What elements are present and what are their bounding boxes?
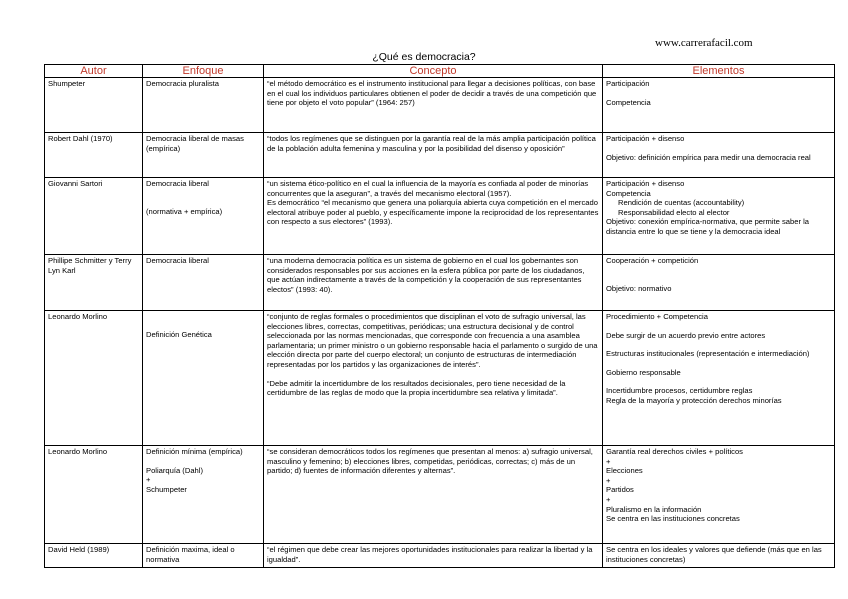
- elemento: Incertidumbre procesos, certidumbre reglas: [606, 386, 753, 396]
- elemento: Procedimiento + Competencia: [606, 312, 708, 321]
- cell-enfoque: [143, 446, 264, 544]
- cell-concepto: “se consideran democráticos todos los regímenes que presentan al menos: a) sufragio universal, masculino y femenino; b) elecciones libres, competidas, periódicas, correctas; c) más de un partido; d) fuentes de información diferentes y alternas”.: [264, 446, 603, 544]
- cell-enfoque: [143, 311, 264, 446]
- democracy-table: [44, 64, 835, 568]
- elemento: Se centra en las instituciones concretas: [606, 514, 740, 524]
- elemento: +: [606, 475, 611, 485]
- cell-elementos: Se centra en los ideales y valores que defiende (más que en las instituciones concretas): [603, 544, 835, 568]
- elemento: Competencia: [606, 188, 651, 198]
- page-title: ¿Qué es democracia?: [372, 51, 476, 63]
- cell-enfoque: [143, 178, 264, 255]
- cell-elementos: [603, 78, 835, 133]
- elemento: Responsabilidad electo al elector: [618, 207, 730, 217]
- cell-autor: David Held (1989): [45, 544, 143, 568]
- enfoque-line: Democracia liberal: [146, 179, 209, 188]
- table-row: [45, 133, 835, 178]
- elemento: Pluralismo en la información: [606, 504, 702, 514]
- header-elementos: Elementos: [603, 65, 835, 78]
- cell-autor: Shumpeter: [45, 78, 143, 133]
- header-autor: Autor: [45, 65, 143, 78]
- table-row: [45, 178, 835, 255]
- header-enfoque: Enfoque: [143, 65, 264, 78]
- cell-autor: Robert Dahl (1970): [45, 133, 143, 178]
- elemento: +: [606, 494, 611, 504]
- elemento: Debe surgir de un acuerdo previo entre actores: [606, 330, 766, 340]
- table-row: [45, 78, 835, 133]
- elemento: Participación + disenso: [606, 179, 685, 188]
- elemento: Partidos: [606, 485, 634, 495]
- header-row: [45, 65, 835, 78]
- cell-enfoque: Democracia liberal de masas (empírica): [143, 133, 264, 178]
- cell-concepto: “el método democrático es el instrumento institucional para llegar a decisiones políticas, con base en el cual los individuos particulares obtienen el poder de decidir a través de una competición que tiene por objeto el voto popular” (1964: 257): [264, 78, 603, 133]
- cell-elementos: [603, 255, 835, 311]
- table-row: [45, 311, 835, 446]
- table-row: [45, 544, 835, 568]
- enfoque-line: +: [146, 475, 151, 485]
- table-row: [45, 255, 835, 311]
- cell-autor: Phillipe Schmitter y Terry Lyn Karl: [45, 255, 143, 311]
- cell-elementos: [603, 446, 835, 544]
- elemento: Estructuras institucionales (representación e intermediación): [606, 349, 810, 359]
- cell-concepto: “una moderna democracia política es un sistema de gobierno en el cual los gobernantes son considerados responsables por sus acciones en la esfera pública por parte de los ciudadanos, que actúan indirectamente a través de la competición y la cooperación de sus representantes electos” (1993: 40).: [264, 255, 603, 311]
- enfoque-line: Definición Genética: [146, 330, 212, 339]
- cell-elementos: [603, 311, 835, 446]
- cell-elementos: [603, 178, 835, 255]
- enfoque-line: Definición mínima (empírica): [146, 447, 243, 456]
- elemento: Regla de la mayoría y protección derechos minorías: [606, 395, 782, 405]
- elemento: Garantía real derechos civiles + políticos: [606, 447, 743, 456]
- concepto-paragraph: “Debe admitir la incertidumbre de los resultados decisionales, pero tiene necesidad de la certidumbre de las reglas de modo que la propia incertidumbre sea relativa y limitada”.: [267, 378, 566, 398]
- cell-concepto: [264, 311, 603, 446]
- elemento: Elecciones: [606, 466, 643, 476]
- cell-autor: Leonardo Morlino: [45, 311, 143, 446]
- cell-enfoque: Democracia pluralista: [143, 78, 264, 133]
- elemento: Participación: [606, 79, 650, 88]
- concepto-paragraph: “un sistema ético-político en el cual la influencia de la mayoría es confiada al poder de minorías concurrentes que la aseguran”, a través del mecanismo electoral (1957).: [267, 179, 589, 198]
- cell-concepto: “todos los regímenes que se distinguen por la garantía real de la más amplia participación política de la población adulta femenina y masculina y por la posibilidad del disenso y oposición”: [264, 133, 603, 178]
- cell-enfoque: Democracia liberal: [143, 255, 264, 311]
- site-url: www.carrerafacil.com: [655, 37, 753, 49]
- cell-enfoque: Definición maxima, ideal o normativa: [143, 544, 264, 568]
- cell-concepto: “el régimen que debe crear las mejores oportunidades institucionales para realizar la libertad y la igualdad”.: [264, 544, 603, 568]
- elemento: Competencia: [606, 97, 651, 107]
- elemento: +: [606, 456, 611, 466]
- cell-autor: Leonardo Morlino: [45, 446, 143, 544]
- elemento: Participación + disenso: [606, 134, 685, 143]
- elemento: Gobierno responsable: [606, 367, 681, 377]
- enfoque-line: Schumpeter: [146, 484, 187, 494]
- elemento: Objetivo: normativo: [606, 283, 672, 293]
- concepto-paragraph: Es democrático “el mecanismo que genera una poliarquía abierta cuya competición en el mercado electoral atribuye poder al pueblo, y específicamente impone la reciprocidad de los representantes con respecto a sus electores” (1993).: [267, 198, 599, 227]
- cell-concepto: [264, 178, 603, 255]
- enfoque-line: Poliarquía (Dahl): [146, 465, 203, 475]
- cell-autor: Giovanni Sartori: [45, 178, 143, 255]
- header-concepto: Concepto: [264, 65, 603, 78]
- cell-elementos: [603, 133, 835, 178]
- elemento: Rendición de cuentas (accountability): [618, 198, 745, 208]
- table-row: [45, 446, 835, 544]
- concepto-paragraph: “conjunto de reglas formales o procedimientos que disciplinan el voto de sufragio universal, las elecciones libres, correctas, competitivas, periódicas; una estructura decisional y de control seleccionada por las normas mencionadas, que corresponde con frecuencia a una asamblea parlamentaria; un primer ministro o un gobierno responsable hacia el parlamento o surgido de una elección directa por parte del cuerpo electoral; un conjunto de estructuras de intermediación representadas por los partidos y las organizaciones de interés”.: [267, 312, 598, 369]
- enfoque-line: (normativa + empírica): [146, 206, 223, 216]
- elemento: Objetivo: conexión empírica-normativa, que permite saber la distancia entre lo que se tiene y la democracia ideal: [606, 217, 810, 236]
- elemento: Cooperación + competición: [606, 256, 699, 265]
- elemento: Objetivo: definición empírica para medir una democracia real: [606, 152, 811, 162]
